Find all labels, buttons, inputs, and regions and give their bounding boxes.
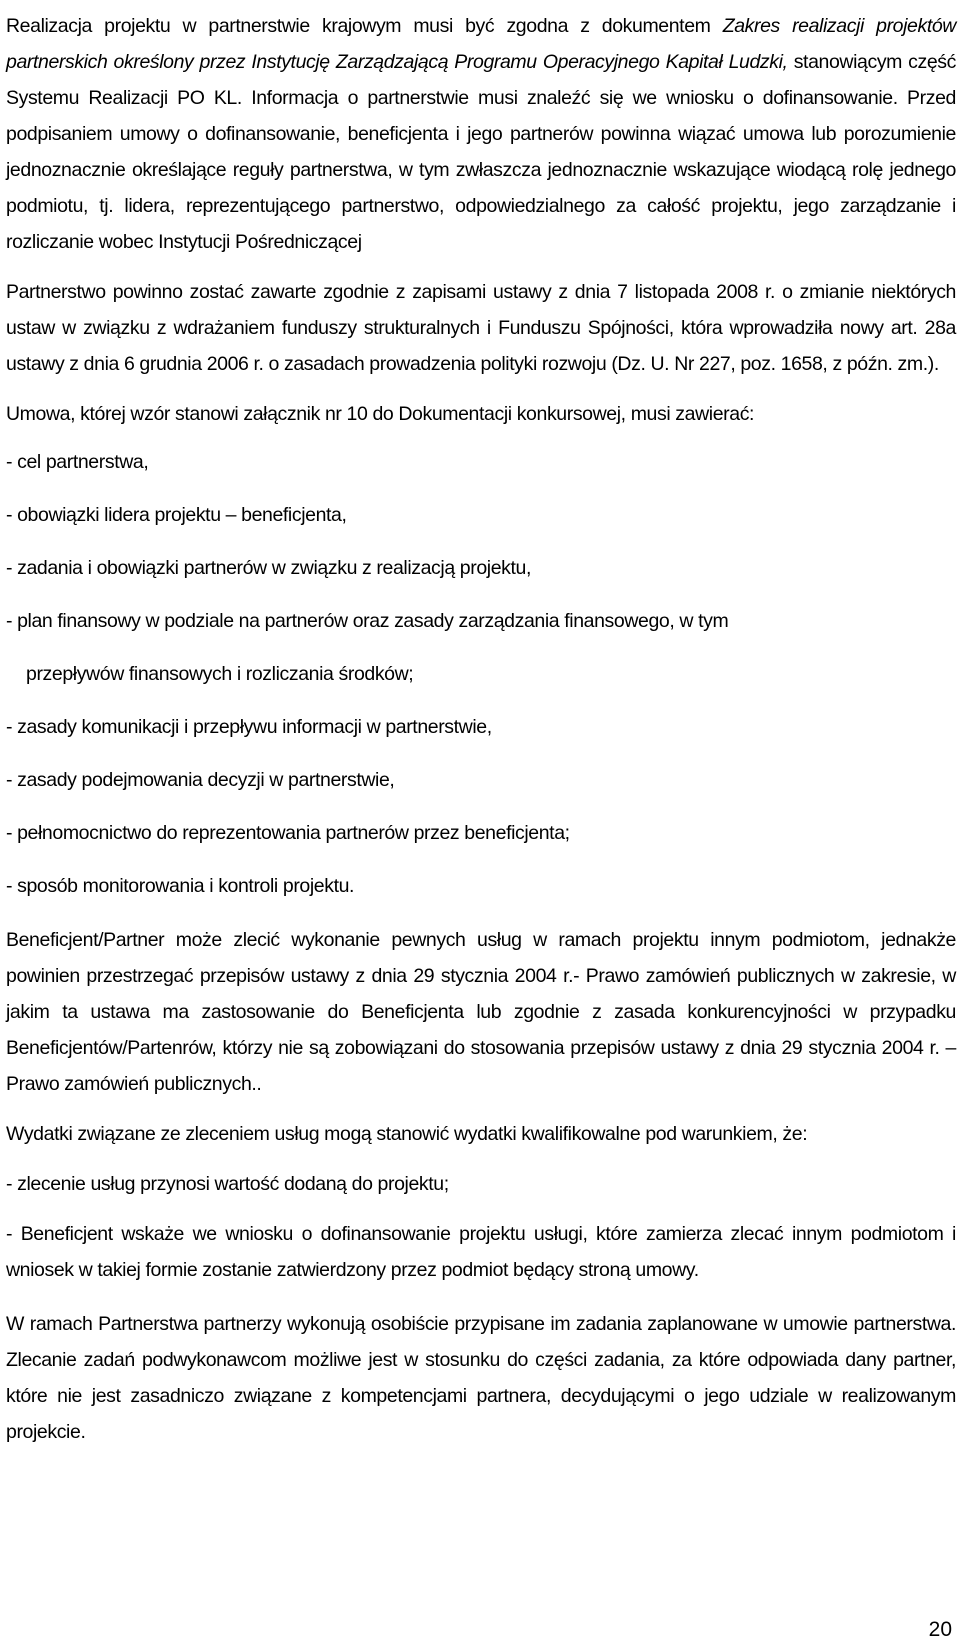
agreement-contents-list: [6, 444, 956, 904]
list-item: - pełnomocnictwo do reprezentowania partnerów przez beneficjenta;: [6, 822, 570, 844]
list-item: - zasady podejmowania decyzji w partnerstwie,: [6, 769, 395, 791]
list-item: - obowiązki lidera projektu – beneficjenta,: [6, 504, 347, 526]
paragraph-eligible-costs-intro: Wydatki związane ze zleceniem usług mogą stanowić wydatki kwalifikowalne pod warunkiem, że:: [6, 1123, 808, 1145]
paragraph-agreement-intro: Umowa, której wzór stanowi załącznik nr 10 do Dokumentacji konkursowej, musi zawierać:: [6, 403, 755, 425]
paragraph-subcontracting: Beneficjent/Partner może zlecić wykonanie pewnych usług w ramach projektu innym podmiotom, jednakże powinien przestrzegać przepisów ustawy z dnia 29 stycznia 2004 r.- Prawo zamówień publicznych w zakresie, w jakim ta ustawa ma zastosowanie do Beneficjenta lub zgodnie z zasada konkurencyjności w przypadku Beneficjentów/Partenrów, którzy nie są zobowiązani do stosowania przepisów ustawy z dnia 29 stycznia 2004 r. – Prawo zamówień publicznych..: [6, 929, 956, 1095]
list-item: - sposób monitorowania i kontroli projektu.: [6, 875, 355, 897]
list-item: - zadania i obowiązki partnerów w związku z realizacją projektu,: [6, 557, 531, 579]
list-item: - plan finansowy w podziale na partnerów oraz zasady zarządzania finansowego, w tym: [6, 610, 729, 632]
document-title-italic: Zakres realizacji projektów partnerskich określony przez Instytucję Zarządzającą Programu Operacyjnego Kapitał Ludzki,: [6, 15, 956, 73]
paragraph-partnership-scope: [6, 8, 956, 260]
list-item: - cel partnerstwa,: [6, 451, 149, 473]
text-run: stanowiącym część Systemu Realizacji PO KL. Informacja o partnerstwie musi znaleźć się we wniosku o dofinansowanie. Przed podpisaniem umowy o dofinansowanie, beneficjenta i jego partnerów powinna wiązać umowa lub porozumienie jednoznacznie określające reguły partnerstwa, w tym zwłaszcza jednoznacznie wskazujące wiodącą rolę jednego podmiotu, tj. lidera, reprezentującego partnerstwo, odpowiedzialnego za całość projektu, jego zarządzanie i rozliczanie wobec Instytucji Pośredniczącej: [6, 51, 956, 253]
text-run: Realizacja projektu w partnerstwie krajowym musi być zgodna z dokumentem: [6, 15, 723, 37]
paragraph-partner-tasks: W ramach Partnerstwa partnerzy wykonują osobiście przypisane im zadania zaplanowane w umowie partnerstwa. Zlecanie zadań podwykonawcom możliwe jest w stosunku do części zadania, za które odpowiada dany partner, które nie jest zasadniczo związane z kompetencjami partnera, decydującymi o jego udziale w realizowanym projekcie.: [6, 1313, 956, 1443]
list-item: - zlecenie usług przynosi wartość dodaną do projektu;: [6, 1173, 449, 1195]
paragraph-partnership-law: Partnerstwo powinno zostać zawarte zgodnie z zapisami ustawy z dnia 7 listopada 2008 r. o zmianie niektórych ustaw w związku z wdrażaniem funduszy strukturalnych i Funduszu Spójności, która wprowadziła nowy art. 28a ustawy z dnia 6 grudnia 2006 r. o zasadach prowadzenia polityki rozwoju (Dz. U. Nr 227, poz. 1658, z późn. zm.).: [6, 281, 956, 375]
list-item: - Beneficjent wskaże we wniosku o dofinansowanie projektu usługi, które zamierza zlecać innym podmiotom i wniosek w takiej formie zostanie zatwierdzony przez podmiot będący stroną umowy.: [6, 1223, 956, 1281]
page-number: 20: [928, 1618, 952, 1641]
list-item-continuation: przepływów finansowych i rozliczania środków;: [26, 663, 414, 685]
list-item: - zasady komunikacji i przepływu informacji w partnerstwie,: [6, 716, 492, 738]
document-page: [6, 8, 956, 1450]
